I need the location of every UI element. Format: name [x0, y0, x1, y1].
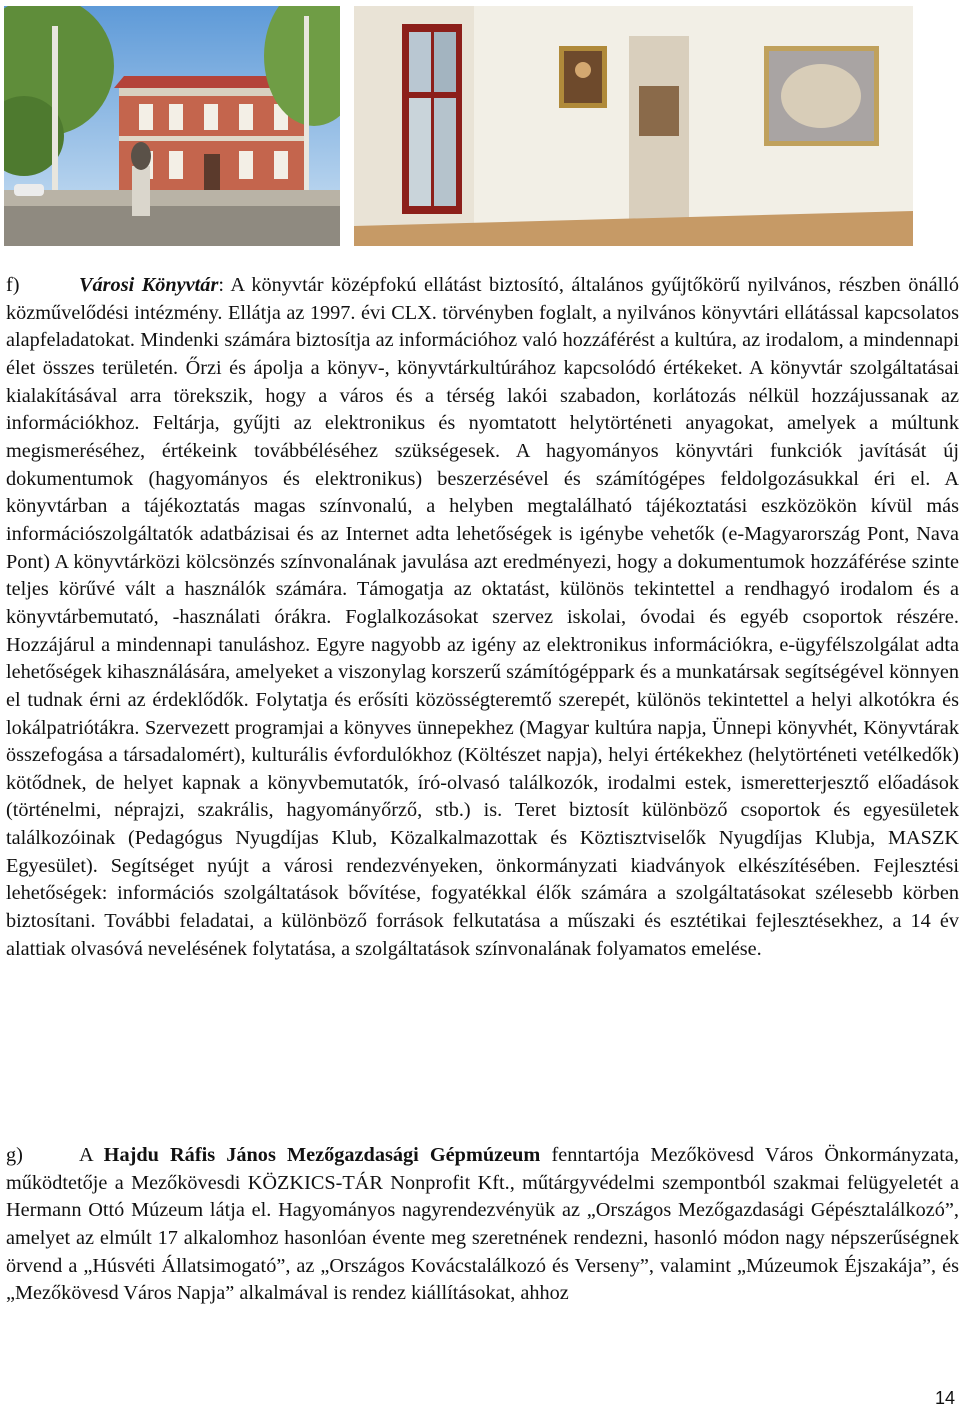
section-f-title: Városi Könyvtár	[79, 274, 219, 296]
section-g-body: fenntartója Mezőkövesd Város Önkormányzata, működtetője a Mezőkövesdi KÖZKICS-TÁR Nonprofit Kft., műtárgyvédelmi szempontból szakmai felügyeletét a Hermann Ottó Múzeum látja el. Hagyományos nagyrendezvényük az „Országos Mezőgazdasági Gépésztalálkozó”, amelyet az elmúlt 17 alkalomhoz hasonlóan évente meg szeretnének rendezni, hasonló módon nagy népszerűségnek örvend a „Húsvéti Állatsimogató”, az „Országos Kovácstalálkozó és Verseny”, valamint „Múzeumok Éjszakája”, és „Mezőkövesd Város Napja” alkalmával is rendez kiállításokat, ahhoz	[6, 1144, 959, 1305]
section-f-paragraph	[6, 272, 959, 963]
library-building-photo	[4, 6, 340, 246]
section-f-label: f)	[6, 274, 20, 296]
section-g-paragraph	[6, 1142, 959, 1308]
page-number: 14	[934, 1388, 955, 1408]
gallery-interior-photo	[354, 6, 913, 246]
section-g-label: g)	[6, 1144, 23, 1166]
section-g-title: Hajdu Ráfis János Mezőgazdasági Gépmúzeum	[103, 1144, 541, 1166]
section-f-body: : A könyvtár középfokú ellátást biztosító, általános gyűjtőkörű nyilvános, részben önálló közművelődési intézmény. Ellátja az 1997. évi CLX. törvényben foglalt, a nyilvános könyvtári ellátással kapcsolatos alapfeladatokat. Mindenki számára biztosítja az információhoz való hozzáférést a kultúra, az irodalom, a mindennapi élet összes területén. Őrzi és ápolja a könyv-, könyvtárkultúrához kapcsolódó értékeket. A könyvtár szolgáltatásai kialakításával arra törekszik, hogy a város és a térség lakói szabadon, korlátozás nélkül hozzájussanak az információkhoz. Feltárja, gyűjti az elektronikus és nyomtatott helytörténeti anyagokat, amelyek a múltunk megismeréséhez, értékeink továbbéléséhez szükségesek. A hagyományos könyvtári funkciók javítását új dokumentumok (hagyományos és elektronikus) beszerzésével és számítógépes feldolgozásukkal éri el. A könyvtárban a tájékoztatás magas színvonalú, a helyben megtalálható tájékoztatási eszközökön kívül más információszolgáltatók adatbázisai és az Internet adta lehetőségek is igénybe vehetők (e-Magyarország Pont, Nava Pont) A könyvtárközi kölcsönzés színvonalának javulása azt eredményezi, hogy a dokumentumok hozzáférése szinte teljes körűvé vált a használók számára. Támogatja az oktatást, különös tekintettel a rendhagyó irodalom és a könyvtárbemutató, -használati órákra. Foglalkozásokat szervez iskolai, óvodai és egyéb csoportok részére. Hozzájárul a mindennapi tanuláshoz. Egyre nagyobb az igény az elektronikus információkra, e-ügyfélszolgálat adta lehetőségek kihasználására, amelyeket a viszonylag korszerű számítógéppark és a munkatársak segítségével könnyen el tudnak érni az érdeklődők. Folytatja és erősíti közösségteremtő szerepét, különös tekintettel a helyi alkotókra és lokálpatriótákra. Szervezett programjai a könyves ünnepekhez (Magyar kultúra napja, Ünnepi könyvhét, Könyvtárak összefogása a társadalomért), kulturális évfordulókhoz (Költészet napja), helyi értékekhez (helytörténeti vetélkedők) kötődnek, de helyet kapnak a könyvbemutatók, író-olvasó találkozók, irodalmi estek, ismeretterjesztő előadások (történelmi, néprajzi, szakrális, hagyományőrző, stb.) is. Teret biztosít különböző csoportok és egyesületek találkozóinak (Pedagógus Nyugdíjas Klub, Közalkalmazottak és Köztisztviselők Nyugdíjas Klubja, MASZK Egyesület). Segítséget nyújt a városi rendezvényeken, önkormányzati kiadványok elkészítésében. Fejlesztési lehetőségek: információs szolgáltatások bővítése, fogyatékkal élők számára a szolgáltatásokat szélesebb körben biztosítani. További feladatai, a különböző források felkutatása a műszaki és esztétikai fejlesztésekhez, a 14 év alattiak olvasóvá nevelésének folytatása, a szolgáltatások színvonalának folyamatos emelése.	[6, 274, 959, 960]
section-g-prefix: A	[79, 1144, 104, 1166]
